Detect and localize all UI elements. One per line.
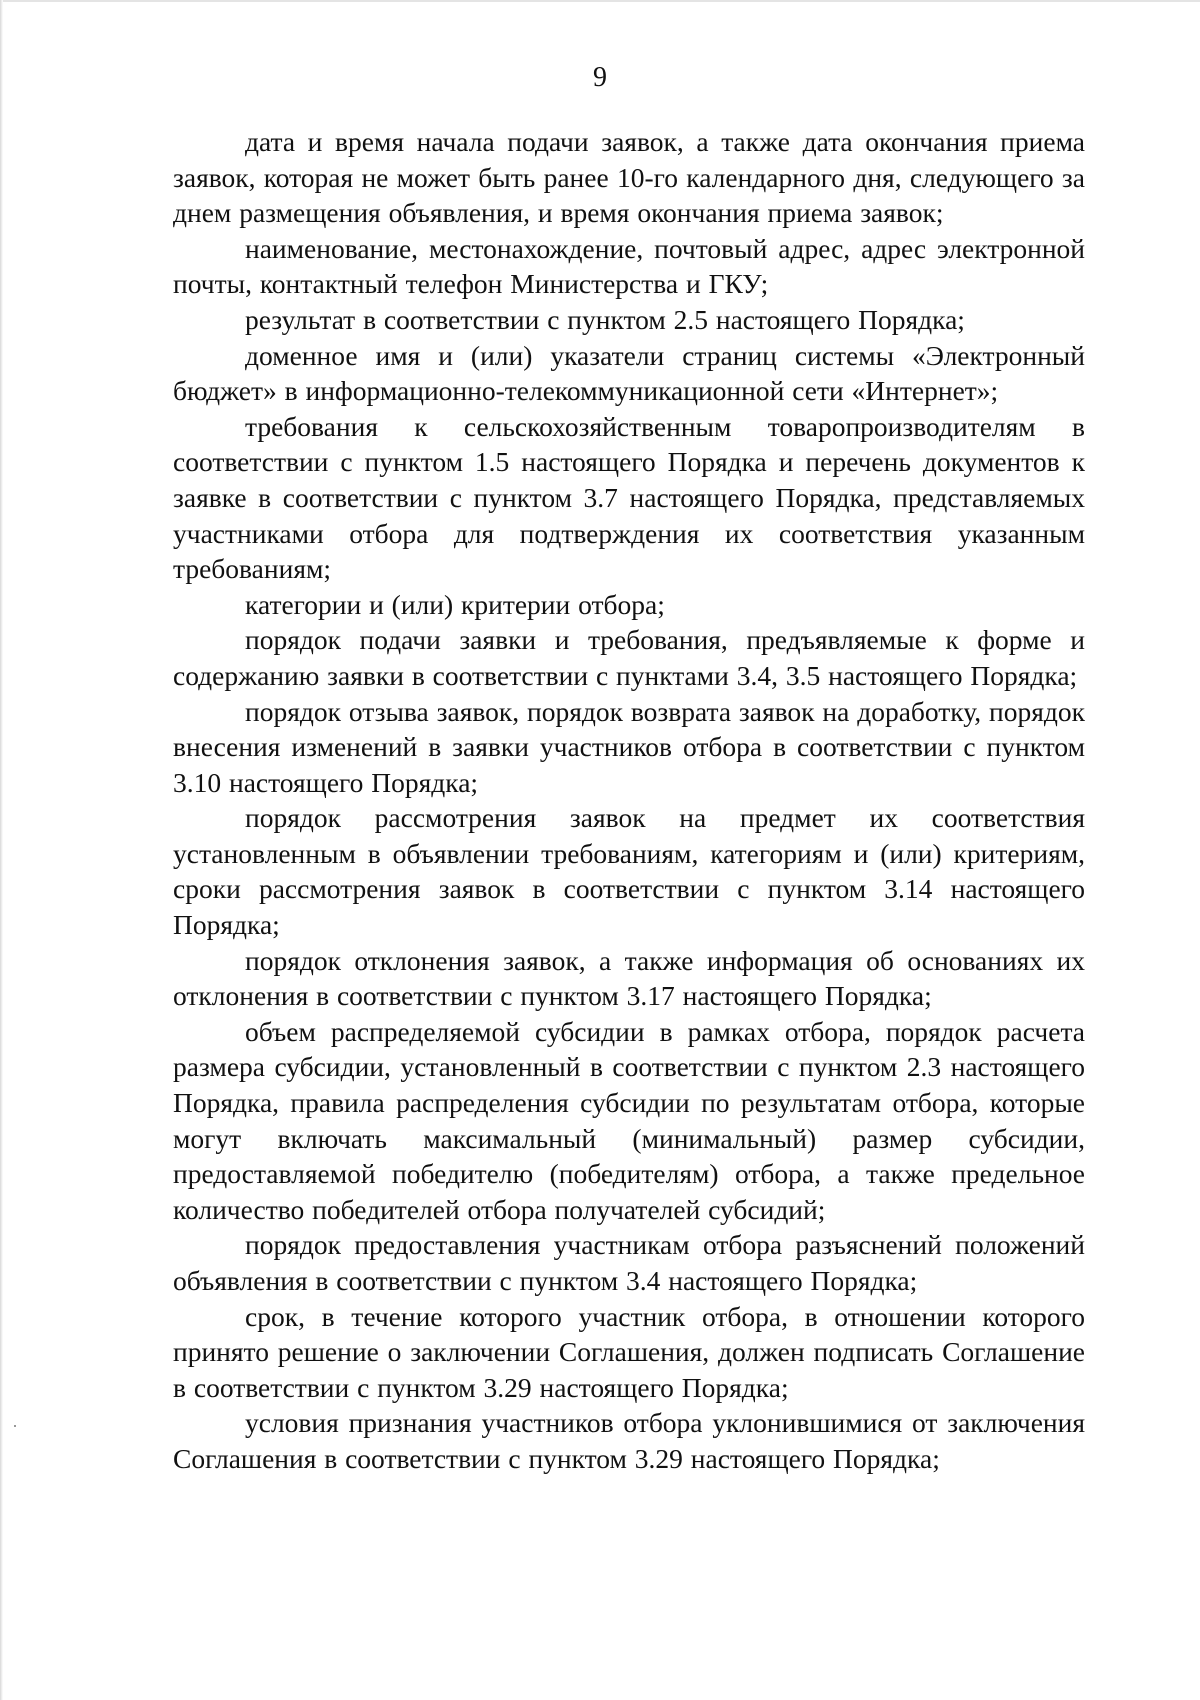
document-body [173,124,1085,1477]
scan-top-edge [0,0,1200,2]
page-number: 9 [593,62,607,93]
scan-left-edge [0,0,3,1700]
paragraph-evasion-conditions: условия признания участников отбора уклонившимися от заключения Соглашения в соответствии с пунктом 3.29 настоящего Порядка; [173,1407,1085,1474]
paragraph-result: результат в соответствии с пунктом 2.5 настоящего Порядка; [245,303,965,335]
paragraph-withdrawal-procedure: порядок отзыва заявок, порядок возврата заявок на доработку, порядок внесения изменений в заявки участников отбора в соответствии с пунктом 3.10 настоящего Порядка; [173,695,1085,798]
paragraph-contact-details: наименование, местонахождение, почтовый адрес, адрес электронной почты, контактный телефон Министерства и ГКУ; [173,232,1085,300]
paragraph-review-procedure: порядок рассмотрения заявок на предмет их соответствия установленным в объявлении требованиям, категориям и (или) критериям, сроки рассмотрения заявок в соответствии с пунктом 3.14 настоящего Порядка; [173,802,1085,941]
paragraph-producer-requirements: требования к сельскохозяйственным товаропроизводителям в соответствии с пунктом 1.5 настоящего Порядка и перечень документов к заявке в соответствии с пунктом 3.7 настоящего Порядка, представляемых участниками отбора для подтверждения их соответствия указанным требованиям; [173,410,1085,585]
paragraph-application-dates: дата и время начала подачи заявок, а также дата окончания приема заявок, которая не может быть ранее 10-го календарного дня, следующего за днем размещения объявления, и время окончания приема заявок; [173,126,1085,229]
paragraph-rejection-procedure: порядок отклонения заявок, а также информация об основаниях их отклонения в соответствии с пунктом 3.17 настоящего Порядка; [173,944,1085,1012]
paragraph-submission-procedure: порядок подачи заявки и требования, предъявляемые к форме и содержанию заявки в соответствии с пунктами 3.4, 3.5 настоящего Порядка; [173,624,1085,691]
scan-speck [14,1425,16,1427]
paragraph-selection-criteria: категории и (или) критерии отбора; [245,588,665,620]
paragraph-clarifications: порядок предоставления участникам отбора разъяснений положений объявления в соответствии с пунктом 3.4 настоящего Порядка; [173,1229,1085,1296]
paragraph-domain-name: доменное имя и (или) указатели страниц системы «Электронный бюджет» в информационно-телекоммуникационной сети «Интернет»; [173,339,1085,407]
paragraph-signing-deadline: срок, в течение которого участник отбора, в отношении которого принято решение о заключении Соглашения, должен подписать Соглашение в соответствии с пунктом 3.29 настоящего Порядка; [173,1300,1085,1403]
paragraph-subsidy-volume: объем распределяемой субсидии в рамках отбора, порядок расчета размера субсидии, установленный в соответствии с пунктом 2.3 настоящего Порядка, правила распределения субсидии по результатам отбора, которые могут включать максимальный (минимальный) размер субсидии, предоставляемой победителю (победителям) отбора, а также предельное количество победителей отбора получателей субсидий; [173,1015,1085,1225]
